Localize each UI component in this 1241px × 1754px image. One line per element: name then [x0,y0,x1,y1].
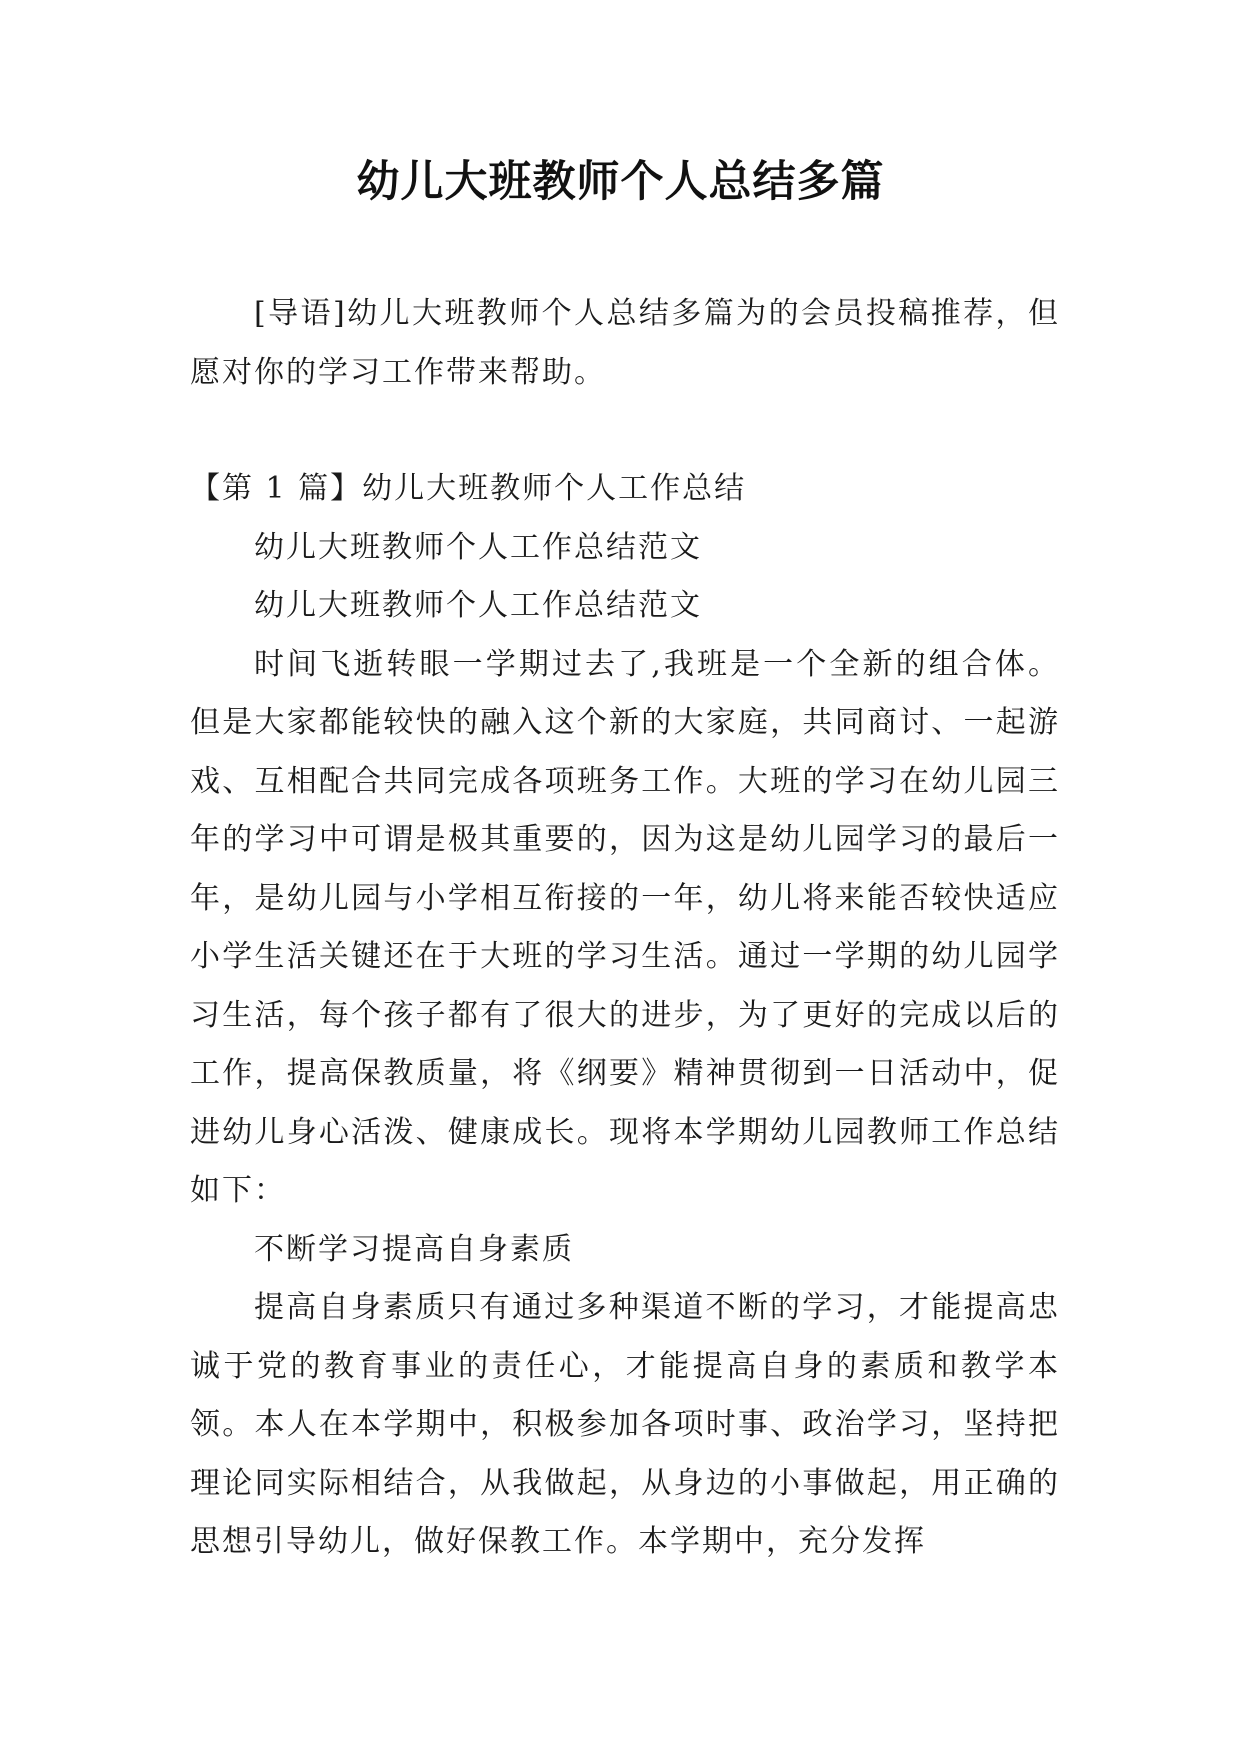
document-body [190,285,1060,1572]
subtitle-2: 幼儿大班教师个人工作总结范文 [254,588,702,623]
subtitle-1: 幼儿大班教师个人工作总结范文 [254,529,702,565]
document-title: 幼儿大班教师个人总结多篇 [356,157,885,207]
section-heading: 【第 1 篇】幼儿大班教师个人工作总结 [190,471,747,506]
paragraph-gap [190,402,1060,460]
body-paragraph-2: 提高自身素质只有通过多种渠道不断的学习，才能提高忠诚于党的教育事业的责任心，才能提高自身的素质和教学本领。本人在本学期中，积极参加各项时事、政治学习，坚持把理论同实际相结合，从我做起，从身边的小事做起，用正确的思想引导幼儿，做好保教工作。本学期中，充分发挥 [190,1290,1060,1559]
intro-paragraph: [导语]幼儿大班教师个人总结多篇为的会员投稿推荐，但愿对你的学习工作带来帮助。 [190,296,1060,390]
body-paragraph-1: 时间飞逝转眼一学期过去了,我班是一个全新的组合体。但是大家都能较快的融入这个新的大家庭，共同商讨、一起游戏、互相配合共同完成各项班务工作。大班的学习在幼儿园三年的学习中可谓是极其重要的，因为这是幼儿园学习的最后一年，是幼儿园与小学相互衔接的一年，幼儿将来能否较快适应小学生活关键还在于大班的学习生活。通过一学期的幼儿园学习生活，每个孩子都有了很大的进步，为了更好的完成以后的工作，提高保教质量，将《纲要》精神贯彻到一日活动中，促进幼儿身心活泼、健康成长。现将本学期幼儿园教师工作总结如下： [190,646,1060,1208]
subheading-1: 不断学习提高自身素质 [254,1231,574,1267]
